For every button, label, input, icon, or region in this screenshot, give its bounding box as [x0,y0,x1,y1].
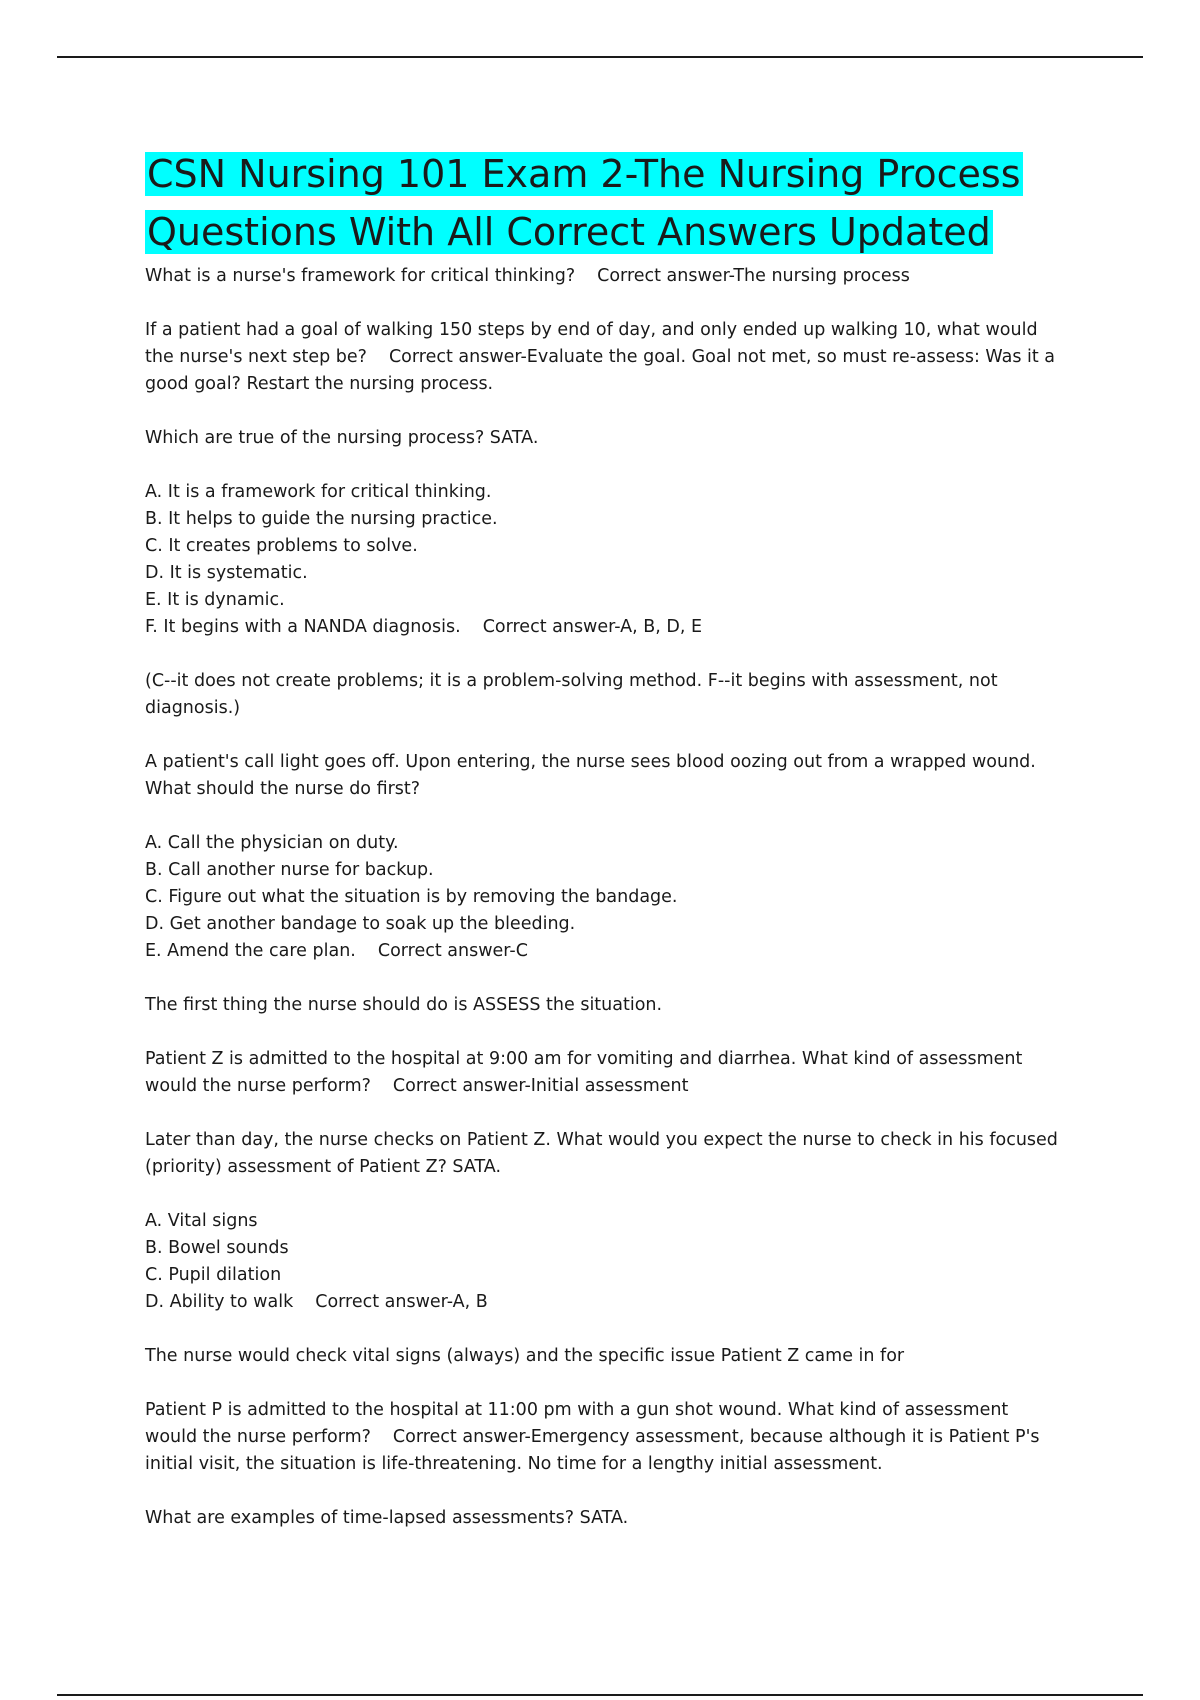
option-text: F. It begins with a NANDA diagnosis. [145,617,461,637]
question-text: If a patient had a goal of walking 150 steps by end of day, and only ended up walking 10, what would the nurse's next step be? [145,320,1044,367]
question-4-options [145,830,1065,965]
document-body [145,145,1065,1559]
option-item: B. Call another nurse for backup. [145,860,434,880]
question-5 [145,1046,1065,1100]
option-item: C. Pupil dilation [145,1265,282,1285]
answer-text: Correct answer-The nursing process [597,266,910,286]
question-1 [145,263,1065,290]
option-item: E. It is dynamic. [145,590,285,610]
question-text: What is a nurse's framework for critical thinking? [145,266,576,286]
question-text: Patient Z is admitted to the hospital at 9:00 am for vomiting and diarrhea. What kind of assessment would the nurse perform? [145,1049,1028,1096]
question-4-explanation: The first thing the nurse should do is ASSESS the situation. [145,995,663,1015]
question-7 [145,1397,1065,1478]
answer-text: Correct answer-A, B [315,1292,488,1312]
option-item: D. It is systematic. [145,563,308,583]
question-3-explanation: (C--it does not create problems; it is a problem-solving method. F--it begins with assessment, not diagnosis.) [145,671,1004,718]
option-item: A. Vital signs [145,1211,258,1231]
option-text: D. Ability to walk [145,1292,294,1312]
question-4: A patient's call light goes off. Upon entering, the nurse sees blood oozing out from a wrapped wound. What should the nurse do first? [145,752,1042,799]
option-item: A. It is a framework for critical thinking. [145,482,492,502]
option-item: A. Call the physician on duty. [145,833,399,853]
question-6: Later than day, the nurse checks on Patient Z. What would you expect the nurse to check in his focused (priority) assessment of Patient Z? SATA. [145,1130,1064,1177]
question-2 [145,317,1065,398]
title-line-1: CSN Nursing 101 Exam 2-The Nursing Process [147,152,1021,196]
title-line-2: Questions With All Correct Answers Updated [147,210,991,254]
document-title [145,145,1065,261]
answer-text: Correct answer-C [377,941,528,961]
question-6-options [145,1208,1065,1316]
option-item: C. It creates problems to solve. [145,536,418,556]
option-item-last [145,938,1065,965]
top-rule [57,56,1143,58]
option-item: B. Bowel sounds [145,1238,289,1258]
option-text: E. Amend the care plan. [145,941,356,961]
option-item: C. Figure out what the situation is by removing the bandage. [145,887,678,907]
option-item-last [145,1289,1065,1316]
option-item: D. Get another bandage to soak up the bleeding. [145,914,576,934]
question-3-options [145,479,1065,641]
question-6-explanation: The nurse would check vital signs (always) and the specific issue Patient Z came in for [145,1346,905,1366]
option-item: B. It helps to guide the nursing practice. [145,509,498,529]
question-8: What are examples of time-lapsed assessments? SATA. [145,1508,629,1528]
question-3: Which are true of the nursing process? SATA. [145,428,539,448]
answer-text: Correct answer-Evaluate the goal. Goal not met, so must re-assess: Was it a good goal? Restart the nursing process. [145,347,1061,394]
question-text: Patient P is admitted to the hospital at 11:00 pm with a gun shot wound. What kind of assessment would the nurse perform? [145,1400,1014,1447]
option-item-last [145,614,1065,641]
answer-text: Correct answer-Initial assessment [392,1076,689,1096]
answer-text: Correct answer-A, B, D, E [482,617,703,637]
bottom-rule [57,1694,1143,1696]
answer-text: Correct answer-Emergency assessment, because although it is Patient P's initial visit, the situation is life-threatening. No time for a lengthy initial assessment. [145,1427,1046,1474]
